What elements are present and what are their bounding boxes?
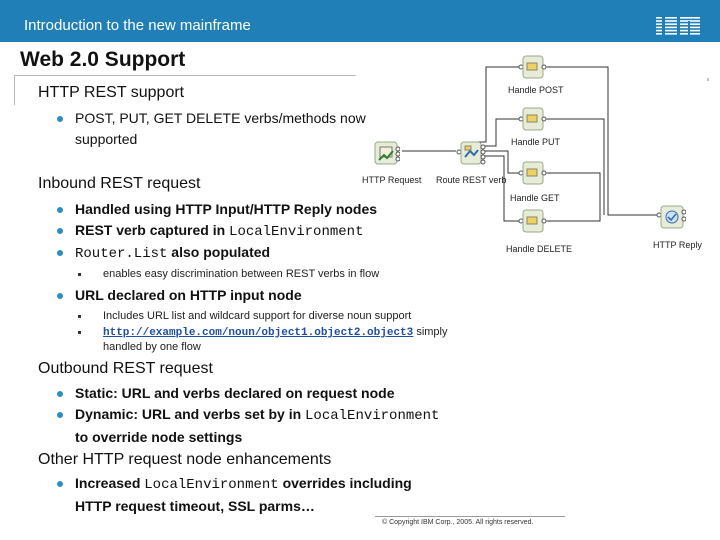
message-flow-diagram xyxy=(356,45,720,260)
subbullet-discrimination: enables easy discrimination between REST verbs in flow xyxy=(103,267,379,281)
bullet-verbs: POST, PUT, GET DELETE verbs/methods now supported xyxy=(75,108,366,150)
handle-post-node[interactable] xyxy=(518,55,546,86)
subflow-node-icon xyxy=(518,209,546,235)
heading-inbound: Inbound REST request xyxy=(38,175,201,192)
ibm-logo xyxy=(656,17,700,35)
bullet-dynamic: Dynamic: URL and verbs set by in LocalEnvironment to override node settings xyxy=(75,404,439,448)
subflow-node-icon xyxy=(518,161,546,187)
label-handle-post: Handle POST xyxy=(508,85,564,95)
http-reply-node[interactable] xyxy=(656,205,686,236)
handle-get-node[interactable] xyxy=(518,161,546,192)
http-reply-node-icon xyxy=(656,205,686,231)
label-http-request: HTTP Request xyxy=(362,175,422,185)
bullet-rest-verb: REST verb captured in LocalEnvironment xyxy=(75,220,363,243)
bullet-increased: Increased LocalEnvironment overrides including HTTP request timeout, SSL parms… xyxy=(75,473,412,517)
bullet-handled: Handled using HTTP Input/HTTP Reply nodes xyxy=(75,199,377,220)
left-accent-rule xyxy=(14,75,15,105)
handle-delete-node[interactable] xyxy=(518,209,546,240)
label-handle-put: Handle PUT xyxy=(511,137,561,147)
label-http-reply: HTTP Reply xyxy=(653,240,702,250)
title-underline xyxy=(14,75,356,76)
slide-title: Web 2.0 Support xyxy=(20,48,186,71)
subflow-node-icon xyxy=(518,55,546,81)
http-request-node[interactable] xyxy=(374,141,400,172)
copyright-text: © Copyright IBM Corp., 2005. All rights reserved. xyxy=(382,519,534,526)
bullet-router-list: Router.List also populated xyxy=(75,242,270,265)
bullet-static: Static: URL and verbs declared on request node xyxy=(75,383,394,404)
subbullet-example-url: http://example.com/noun/object1.object2.object3 simply handled by one flow xyxy=(103,325,448,354)
bullet-dot xyxy=(57,116,63,122)
bullet-url-declared: URL declared on HTTP input node xyxy=(75,285,302,306)
header-bar xyxy=(0,0,720,42)
label-handle-get: Handle GET xyxy=(510,193,560,203)
route-node-icon xyxy=(456,141,486,167)
heading-outbound: Outbound REST request xyxy=(38,360,213,377)
example-url-link[interactable]: http://example.com/noun/object1.object2.object3 xyxy=(103,327,414,339)
subbullet-url-list: Includes URL list and wildcard support for diverse noun support xyxy=(103,309,411,323)
route-node[interactable] xyxy=(456,141,486,172)
http-input-node-icon xyxy=(374,141,400,167)
handle-put-node[interactable] xyxy=(518,107,546,138)
header-title: Introduction to the new mainframe xyxy=(24,17,251,34)
footer-rule xyxy=(375,516,565,517)
heading-other: Other HTTP request node enhancements xyxy=(38,451,332,468)
label-route: Route REST verb xyxy=(436,175,507,185)
heading-http-rest: HTTP REST support xyxy=(38,84,185,101)
subflow-node-icon xyxy=(518,107,546,133)
label-handle-delete: Handle DELETE xyxy=(506,244,573,254)
